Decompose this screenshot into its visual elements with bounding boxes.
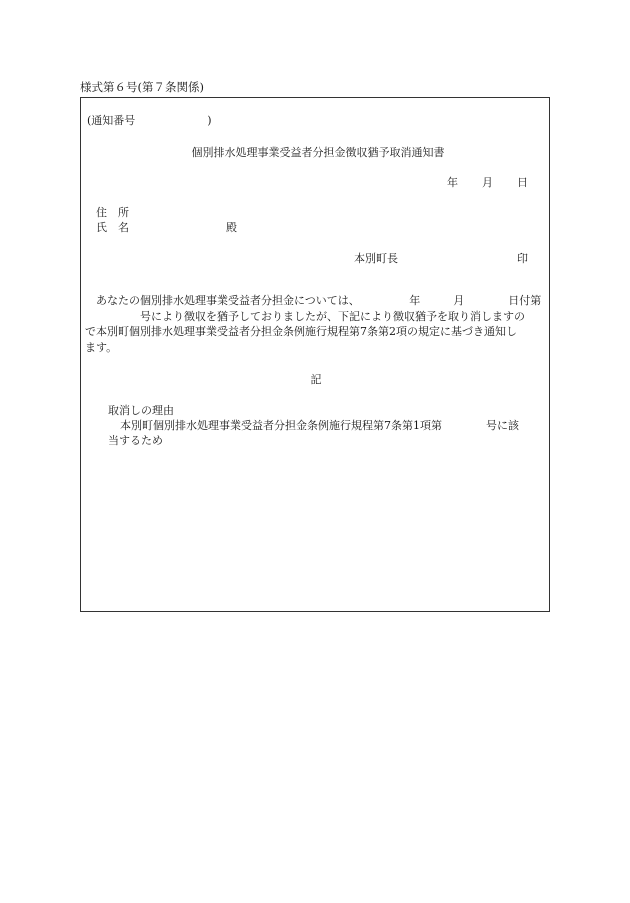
name-label: 氏 名 (96, 221, 129, 234)
form-number-label: 様式第６号(第７条関係) (80, 80, 204, 94)
issuer-title: 本別町長 (354, 252, 398, 265)
honorific-label: 殿 (226, 221, 237, 234)
notice-number-field (87, 113, 212, 128)
reason-text-line: 本別町個別排水処理事業受益者分担金条例施行規程第7条第1項第 号に該 (120, 419, 519, 432)
date-line (447, 175, 528, 190)
date-day: 日 (517, 176, 528, 189)
reason-heading: 取消しの理由 (108, 404, 174, 417)
ki-heading: 記 (310, 373, 322, 386)
notice-body (85, 293, 547, 355)
body-line: で本別町個別排水処理事業受益者分担金条例施行規程第7条第2項の規定に基づき通知し (85, 325, 517, 338)
seal-mark: 印 (517, 252, 528, 265)
notice-number-open: (通知番号 (87, 114, 136, 127)
address-label: 住 所 (96, 206, 129, 219)
document-title: 個別排水処理事業受益者分担金徴収猶予取消通知書 (191, 146, 445, 159)
date-year: 年 (447, 176, 458, 189)
notice-number-close: ) (207, 114, 212, 127)
reason-text-line: 当するため (108, 434, 163, 447)
body-line: 号により徴収を猶予しておりましたが、下記により徴収猶予を取り消しますの (85, 309, 525, 323)
body-line: あなたの個別排水処理事業受益者分担金については、 年 月 日付第 (85, 294, 542, 307)
date-month: 月 (482, 176, 493, 189)
body-line: ます。 (85, 340, 118, 354)
